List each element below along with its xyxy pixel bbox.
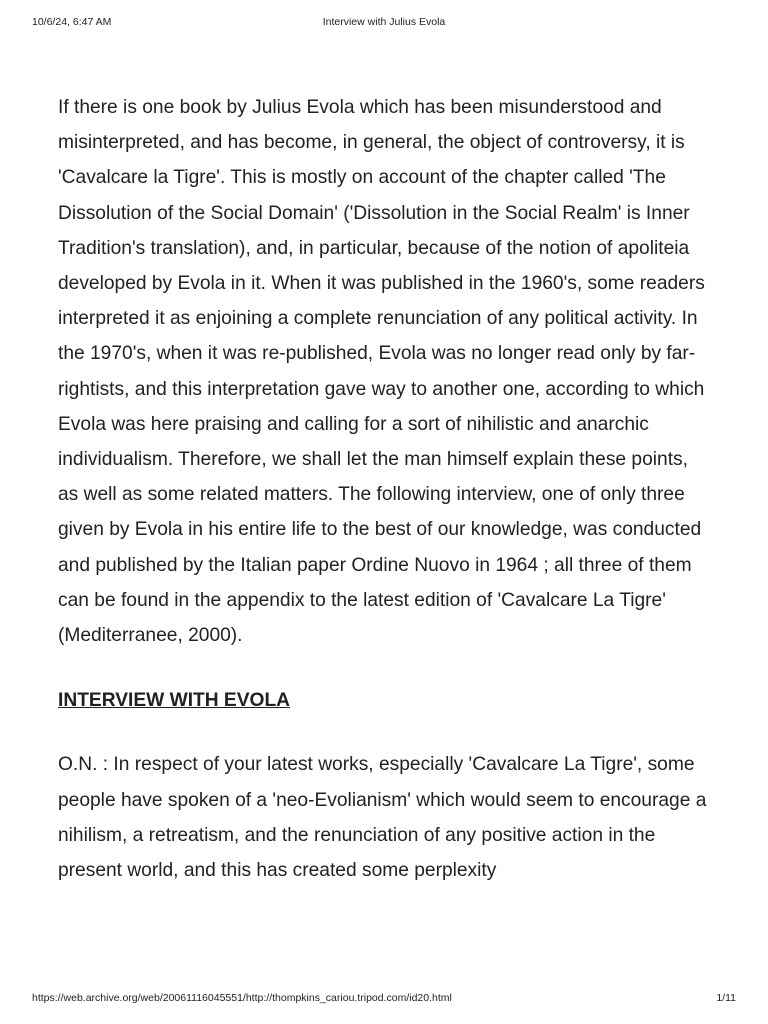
article-body [58, 90, 708, 888]
print-footer [0, 992, 768, 1006]
page-number: 1/11 [716, 992, 736, 1004]
print-header [0, 16, 768, 30]
print-title: Interview with Julius Evola [322, 16, 446, 28]
source-url: https://web.archive.org/web/20061116045551/http://thompkins_cariou.tripod.com/id20.html [32, 992, 452, 1004]
intro-paragraph: If there is one book by Julius Evola which has been misunderstood and misinterpreted, and has become, in general, the object of controversy, it is 'Cavalcare la Tigre'. This is mostly on account of the chapter called 'The Dissolution of the Social Domain' ('Dissolution in the Social Realm' is Inner Tradition's translation), and, in particular, because of the notion of apoliteia developed by Evola in it. When it was published in the 1960's, some readers interpreted it as enjoining a complete renunciation of any political activity. In the 1970's, when it was re-published, Evola was no longer read only by far-rightists, and this interpretation gave way to another one, according to which Evola was here praising and calling for a sort of nihilistic and anarchic individualism. Therefore, we shall let the man himself explain these points, as well as some related matters. The following interview, one of only three given by Evola in his entire life to the best of our knowledge, was conducted and published by the Italian paper Ordine Nuovo in 1964 ; all three of them can be found in the appendix to the latest edition of 'Cavalcare La Tigre' (Mediterranee, 2000). [58, 97, 705, 647]
section-heading: INTERVIEW WITH EVOLA [58, 690, 291, 712]
print-datetime: 10/6/24, 6:47 AM [32, 16, 112, 28]
interview-question: O.N. : In respect of your latest works, especially 'Cavalcare La Tigre', some people have spoken of a 'neo-Evolianism' which would seem to encourage a nihilism, a retreatism, and the renunciation of any positive action in the present world, and this has created some perplexity [58, 754, 707, 882]
